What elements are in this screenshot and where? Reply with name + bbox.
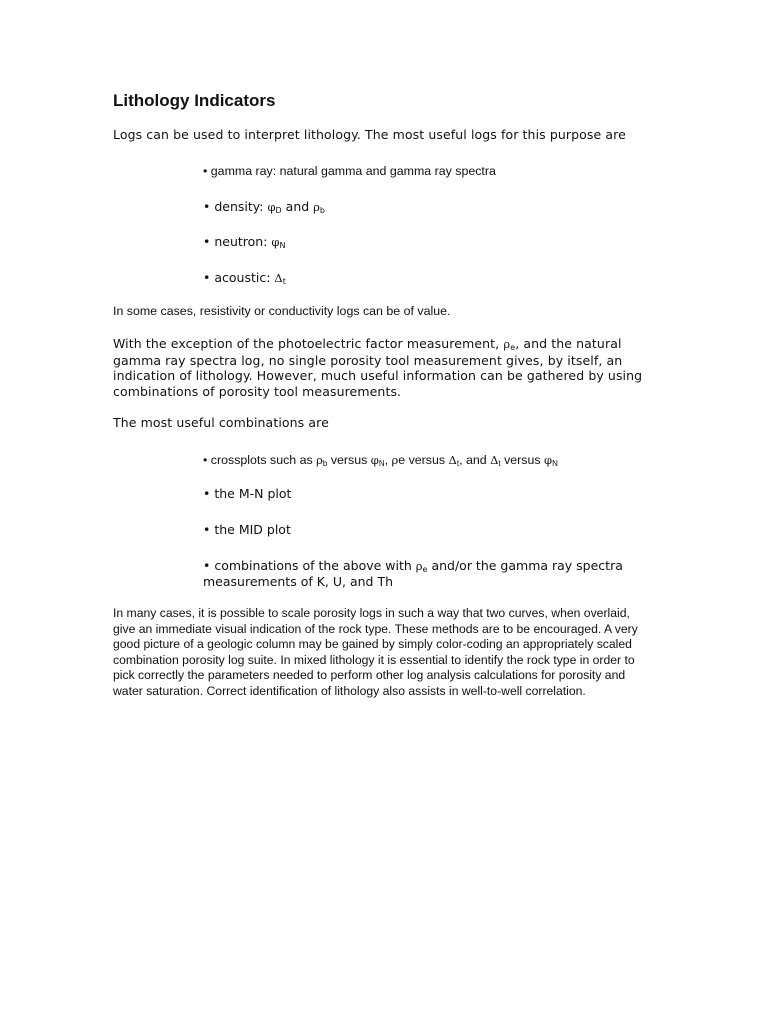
paragraph-line xyxy=(113,336,673,353)
subscript: t xyxy=(456,459,460,468)
text-run: With the exception of the photoelectric factor measurement, xyxy=(113,336,504,351)
text-run: , and xyxy=(459,453,491,467)
intro-paragraph: Logs can be used to interpret lithology. The most useful logs for this purpose are xyxy=(113,127,626,142)
bullet-gamma-ray: • gamma ray: natural gamma and gamma ray spectra xyxy=(203,164,496,178)
rho-symbol: ρ xyxy=(503,337,511,351)
bullet-mn-plot: • the M-N plot xyxy=(203,486,292,501)
subscript: D xyxy=(275,206,282,215)
text-run: and/or the gamma ray spectra xyxy=(427,558,623,573)
paragraph-line: In many cases, it is possible to scale porosity logs in such a way that two curves, when overlaid, xyxy=(113,606,630,620)
subscript: b xyxy=(319,206,325,215)
bullet-combinations-above xyxy=(203,558,643,590)
page-title: Lithology Indicators xyxy=(113,91,276,110)
bullet-neutron xyxy=(203,234,285,250)
text-run: versus xyxy=(327,453,371,467)
phi-symbol: φ xyxy=(544,453,553,467)
delta-symbol: Δ xyxy=(448,453,457,467)
bullet-mid-plot: • the MID plot xyxy=(203,522,291,537)
delta-symbol: Δ xyxy=(490,453,499,467)
phi-symbol: φ xyxy=(370,453,379,467)
subscript: t xyxy=(282,277,286,286)
subscript: t xyxy=(498,459,501,468)
paragraph-line: combination porosity log suite. In mixed lithology it is essential to identify the rock type in order to xyxy=(113,652,635,667)
subscript: e xyxy=(510,343,516,352)
text-run: versus xyxy=(500,453,545,467)
bullet-acoustic xyxy=(203,270,286,286)
paragraph-line: water saturation. Correct identification of lithology also assists in well-to-well correlation. xyxy=(113,683,586,698)
bullet-crossplots xyxy=(203,452,558,468)
bullet-line: measurements of K, U, and Th xyxy=(203,574,394,589)
text-run: • crossplots such as xyxy=(203,453,317,467)
subscript: N xyxy=(279,241,286,250)
subscript: e xyxy=(422,565,428,574)
rho-symbol: ρ xyxy=(391,453,399,467)
subscript: N xyxy=(552,459,558,468)
text-run: e versus xyxy=(398,453,449,467)
exception-paragraph xyxy=(113,336,673,399)
bullet-density xyxy=(203,199,325,215)
subscript: b xyxy=(322,459,328,468)
phi-symbol: φ xyxy=(271,235,280,249)
paragraph-line: pick correctly the parameters needed to perform other log analysis calculations for porosity and xyxy=(113,668,626,682)
text-run: • combinations of the above with xyxy=(203,558,416,573)
neutron-label: • neutron: xyxy=(203,234,272,249)
paragraph-line: give an immediate visual indication of the rock type. These methods are to be encouraged. A very xyxy=(113,621,638,636)
bullet-line xyxy=(203,558,643,574)
rho-symbol: ρ xyxy=(316,453,323,467)
text-run: , xyxy=(384,453,392,467)
rho-symbol: ρ xyxy=(415,559,423,573)
acoustic-label: • acoustic: xyxy=(203,270,275,285)
paragraph-line: gamma ray spectra log, no single porosity tool measurement gives, by itself, an xyxy=(113,352,623,368)
phi-symbol: φ xyxy=(267,200,276,214)
final-paragraph xyxy=(113,606,673,699)
text-run: , and the natural xyxy=(515,336,622,351)
paragraph-line: indication of lithology. However, much useful information can be gathered by using xyxy=(113,368,643,383)
resistivity-note: In some cases, resistivity or conductivity logs can be of value. xyxy=(113,304,451,318)
combinations-intro: The most useful combinations are xyxy=(113,415,329,430)
rho-symbol: ρ xyxy=(313,200,320,214)
subscript: N xyxy=(378,459,385,468)
paragraph-line: good picture of a geologic column may be gained by simply color-coding an appropriately scaled xyxy=(113,637,632,651)
density-label: • density: xyxy=(203,199,268,214)
paragraph-line: combinations of porosity tool measurements. xyxy=(113,383,402,399)
delta-symbol: Δ xyxy=(274,271,283,285)
and-text: and xyxy=(281,199,314,214)
